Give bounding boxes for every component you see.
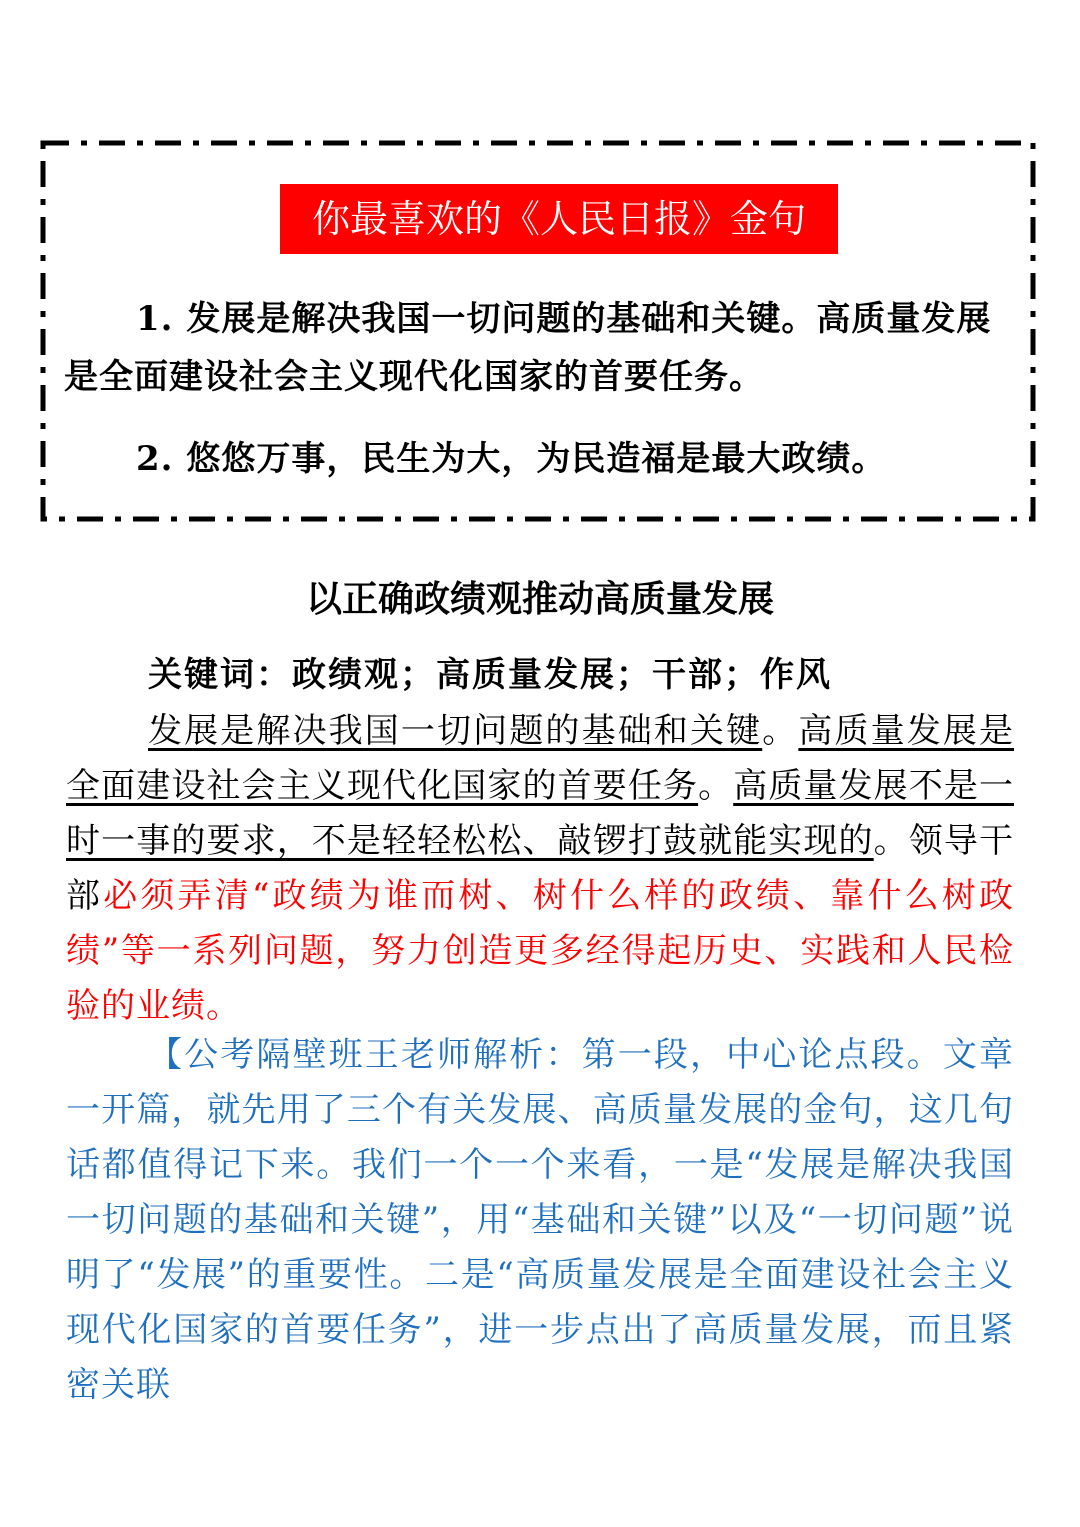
banner-title: 你最喜欢的《人民日报》金句 (280, 184, 838, 254)
underlined-sentence-3: 高质量发展不是一时一事的要求，不是轻轻松松、敲锣打鼓就能实现的 (66, 766, 1015, 861)
plain-text: 。领导干部 (66, 821, 1015, 916)
highlighted-text: 必须弄清“政绩为谁而树、树什么样的政绩、靠什么树政绩”等一系列问题，努力创造更多经得起历史、实践和人民检验的业绩。 (66, 876, 1014, 1026)
sentence-separator-1: 。 (762, 711, 799, 751)
underlined-sentence-2: 高质量发展是全面建设社会主义现代化国家的首要任务 (66, 711, 1015, 806)
analysis-paragraph: 【公考隔壁班王老师解析：第一段，中心论点段。文章一开篇，就先用了三个有关发展、高质量发展的金句，这几句话都值得记下来。我们一个一个来看，一是“发展是解决我国一切问题的基础和关键”，用“基础和关键”以及“一切问题”说明了“发展”的重要性。二是“高质量发展是全面建设社会主义现代化国家的首要任务”，进一步点出了高质量发展，而且紧密关联 (66, 1035, 1014, 1405)
article-title: 以正确政绩观推动高质量发展 (305, 578, 774, 620)
keywords-line: 关键词：政绩观；高质量发展；干部；作风 (148, 655, 832, 695)
underlined-sentence-1: 发展是解决我国一切问题的基础和关键 (148, 711, 763, 751)
quote-item-1: 1. 发展是解决我国一切问题的基础和关键。高质量发展是全面建设社会主义现代化国家的首要任务。 (64, 299, 992, 397)
sentence-separator-2: 。 (698, 766, 734, 806)
quote-box (40, 140, 1036, 522)
paragraph-1 (66, 704, 1014, 1034)
quote-item-2: 2. 悠悠万事，民生为大，为民造福是最大政绩。 (136, 439, 887, 479)
